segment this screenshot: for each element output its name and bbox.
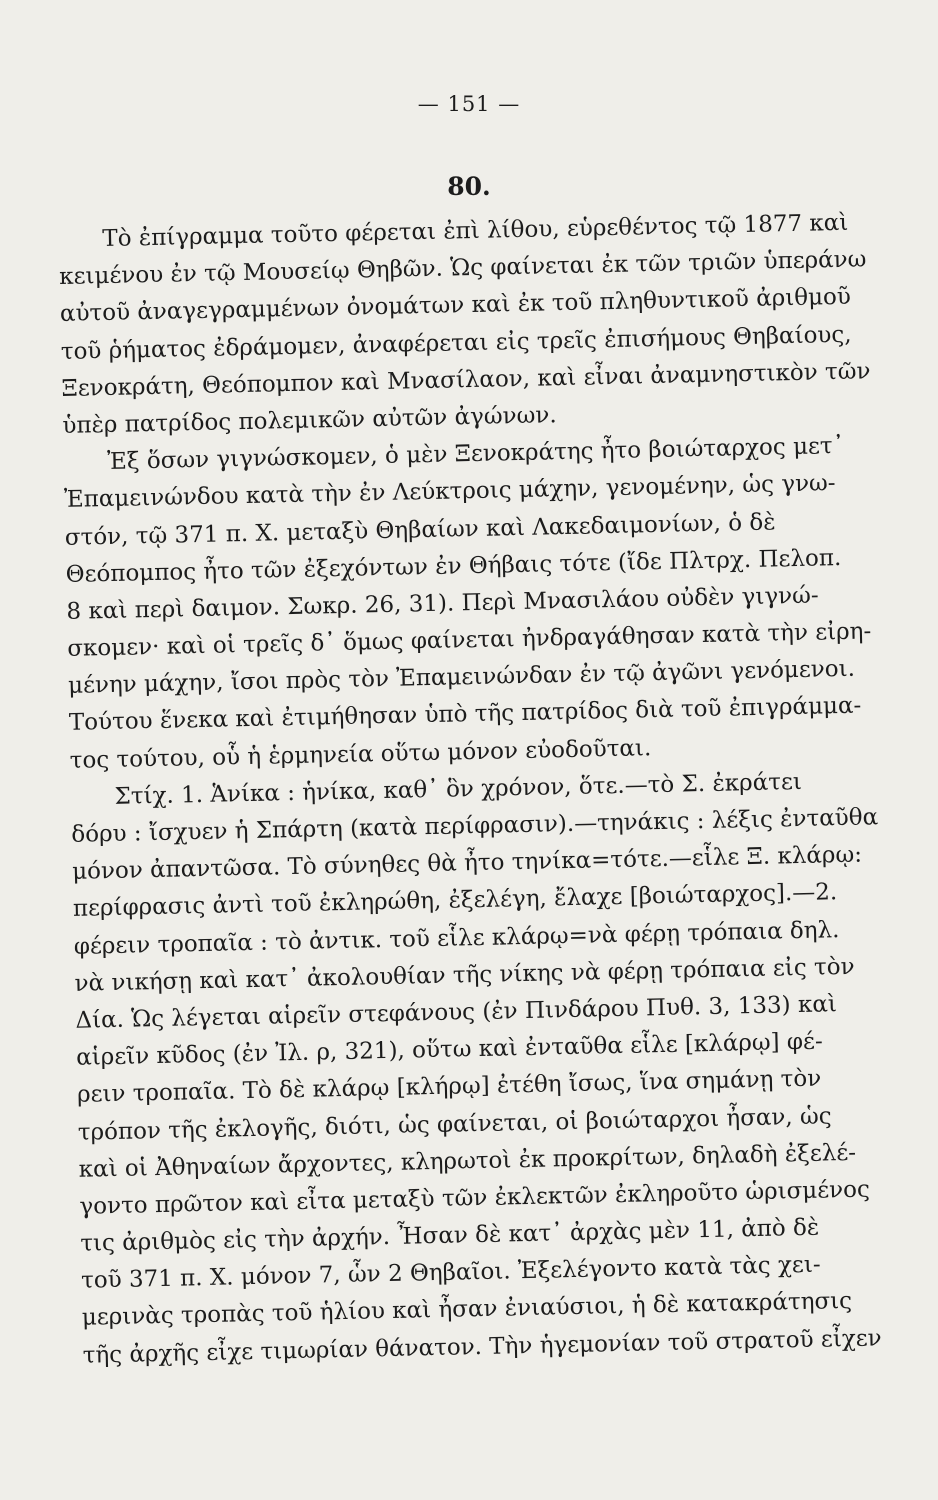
text-line-content: τις ἀριθμὸς εἰς τὴν ἀρχήν. Ἦσαν δὲ κατ᾽ ἀρχὰς μὲν 11, ἀπὸ δὲ: [80, 1214, 820, 1257]
text-line-content: ρειν τροπαῖα. Τὸ δὲ κλάρῳ [κλήρῳ] ἐτέθη ἴσως, ἵνα σημάνῃ τὸν: [76, 1065, 822, 1109]
text-line-content: μερινὰς τροπὰς τοῦ ἡλίου καὶ ἦσαν ἐνιαύσιοι, ἡ δὲ κατακράτησις: [81, 1288, 853, 1332]
text-line-content: τρόπον τῆς ἐκλογῆς, διότι, ὡς φαίνεται, οἱ βοιώταρχοι ἦσαν, ὡς: [77, 1102, 832, 1146]
text-line-content: στόν, τῷ 371 π. Χ. μεταξὺ Θηβαίων καὶ Λακεδαιμονίων, ὁ δὲ: [64, 508, 776, 551]
text-line-content: Ξενοκράτη, Θεόπομπον καὶ Μνασίλαον, καὶ εἶναι ἀναμνηστικὸν τῶν: [61, 358, 871, 402]
text-line-content: φέρειν τροπαῖα : τὸ ἀντικ. τοῦ εἷλε κλάρῳ=νὰ φέρῃ τρόπαια δηλ.: [73, 916, 840, 960]
entry-number: 80.: [447, 172, 491, 201]
commentary-text: [58, 204, 915, 1375]
text-line-content: μόνον ἀπαντῶσα. Τὸ σύνηθες θὰ ἦτο τηνίκα=τότε.—εἷλε Ξ. κλάρῳ:: [71, 841, 863, 886]
text-line-content: Θεόπομπος ἦτο τῶν ἐξεχόντων ἐν Θήβαις τότε (ἴδε Πλτρχ. Πελοπ.: [65, 544, 842, 588]
text-line-content: 8 καὶ περὶ δαιμον. Σωκρ. 26, 31). Περὶ Μνασιλάου οὐδὲν γιγνώ-: [66, 582, 819, 625]
text-line-content: γοντο πρῶτον καὶ εἶτα μεταξὺ τῶν ἐκλεκτῶν ἐκληροῦτο ὡρισμένος: [79, 1176, 871, 1220]
text-line-content: Στίχ. 1. Ἁνίκα : ἡνίκα, καθ᾽ ὃν χρόνον, ὅτε.—τὸ Σ. ἐκράτει: [114, 768, 803, 810]
text-line-content: τος τούτου, οὗ ἡ ἑρμηνεία οὕτω μόνον εὐοδοῦται.: [69, 734, 652, 774]
text-line-content: αἱρεῖν κῦδος (ἐν Ἰλ. ρ, 321), οὕτω καὶ ἐνταῦθα εἷλε [κλάρῳ] φέ-: [75, 1028, 823, 1071]
text-line-content: σκομεν· καὶ οἱ τρεῖς δ᾽ ὅμως φαίνεται ἠνδραγάθησαν κατὰ τὴν εἰρη-: [67, 618, 872, 662]
text-line-content: Τούτου ἕνεκα καὶ ἐτιμήθησαν ὑπὸ τῆς πατρίδος διὰ τοῦ ἐπιγράμμα-: [68, 693, 862, 737]
text-line-content: κειμένου ἐν τῷ Μουσείῳ Θηβῶν. Ὡς φαίνεται ἐκ τῶν τριῶν ὑπεράνω: [58, 246, 867, 291]
text-line-content: Ἐξ ὅσων γιγνώσκομεν, ὁ μὲν Ξενοκράτης ἦτο βοιώταρχος μετ᾽: [106, 433, 845, 476]
text-line-content: Δία. Ὡς λέγεται αἱρεῖν στεφάνους (ἐν Πινδάρου Πυθ. 3, 133) καὶ: [75, 991, 838, 1034]
text-line-content: ὑπὲρ πατρίδος πολεμικῶν αὐτῶν ἀγώνων.: [62, 402, 557, 439]
text-line-content: τοῦ ῥήματος ἐδράμομεν, ἀναφέρεται εἰς τρεῖς ἐπισήμους Θηβαίους,: [60, 321, 852, 365]
text-line-content: Ἐπαμεινώνδου κατὰ τὴν ἐν Λεύκτροις μάχην, γενομένην, ὡς γνω-: [63, 470, 836, 514]
text-line-content: νὰ νικήσῃ καὶ κατ᾽ ἀκολουθίαν τῆς νίκης νὰ φέρῃ τρόπαια εἰς τὸν: [74, 953, 855, 997]
text-line-content: αὐτοῦ ἀναγεγραμμένων ὀνομάτων καὶ ἐκ τοῦ πληθυντικοῦ ἀριθμοῦ: [59, 284, 852, 328]
text-line-content: μένην μάχην, ἴσοι πρὸς τὸν Ἐπαμεινώνδαν ἐν τῷ ἀγῶνι γενόμενοι.: [67, 655, 856, 700]
text-line-content: τῆς ἀρχῆς εἶχε τιμωρίαν θάνατον. Τὴν ἡγεμονίαν τοῦ στρατοῦ εἶχεν: [82, 1324, 882, 1369]
text-line-content: Τὸ ἐπίγραμμα τοῦτο φέρεται ἐπὶ λίθου, εὑρεθέντος τῷ 1877 καὶ: [102, 209, 849, 253]
text-line-content: περίφρασις ἀντὶ τοῦ ἐκληρώθη, ἐξελέγη, ἔλαχε [βοιώταρχος].—2.: [72, 879, 838, 923]
text-line-content: καὶ οἱ Ἀθηναίων ἄρχοντες, κληρωτοὶ ἐκ προκρίτων, δηλαδὴ ἐξελέ-: [78, 1139, 857, 1183]
text-line-content: τοῦ 371 π. Χ. μόνον 7, ὧν 2 Θηβαῖοι. Ἐξελέγοντο κατὰ τὰς χει-: [80, 1251, 821, 1294]
text-line-content: δόρυ : ἴσχυεν ἡ Σπάρτη (κατὰ περίφρασιν).—τηνάκις : λέξις ἐνταῦθα: [71, 804, 879, 848]
page-number: — 151 —: [417, 92, 521, 116]
